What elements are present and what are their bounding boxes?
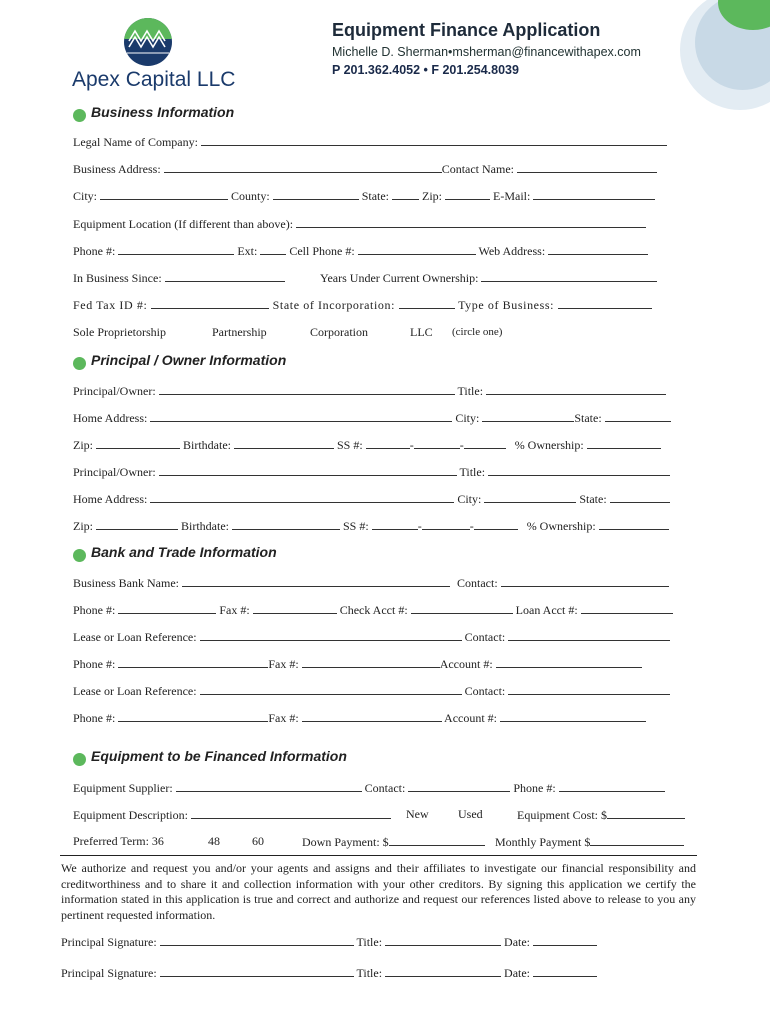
label-cell: Cell Phone #: — [289, 244, 355, 258]
field-label: Title: — [459, 465, 486, 479]
section-equipment-title: Equipment to be Financed Information — [91, 748, 347, 764]
field-label: Account #: — [444, 711, 498, 725]
ref-2-fax-field[interactable] — [302, 710, 442, 722]
form-title: Equipment Finance Application — [332, 20, 601, 40]
type-sole[interactable]: Sole Proprietorship — [73, 325, 166, 339]
type-llc[interactable]: LLC — [410, 325, 433, 339]
since-field[interactable] — [165, 270, 285, 282]
label-address: Business Address: — [73, 162, 161, 176]
row-zip-2 — [73, 518, 669, 534]
signature-2-title-field[interactable] — [385, 965, 501, 977]
field-label: SS #: — [343, 519, 369, 533]
row-bank-phone — [73, 602, 673, 618]
bank-fax-field[interactable] — [253, 602, 337, 614]
state-2-field[interactable] — [610, 491, 670, 503]
signature-2-date-field[interactable] — [533, 965, 597, 977]
field-label: State: — [579, 492, 607, 506]
contact-line — [332, 45, 641, 59]
bank-name-field[interactable] — [182, 575, 450, 587]
state-1-field[interactable] — [605, 410, 671, 422]
years-field[interactable] — [481, 270, 657, 282]
field-label: Lease or Loan Reference: — [73, 630, 197, 644]
field-label: - — [417, 519, 422, 533]
row-home-2 — [73, 491, 670, 507]
section-bullet-icon — [73, 357, 86, 370]
tax-id-field[interactable] — [151, 297, 269, 309]
field-label: Fax #: — [268, 657, 299, 671]
ext-field[interactable] — [260, 243, 286, 255]
field-label: Birthdate: — [181, 519, 229, 533]
ref-2-phone-field[interactable] — [118, 710, 268, 722]
ss-2a-field[interactable] — [372, 518, 418, 530]
signature-1-field[interactable] — [160, 934, 354, 946]
label-since: In Business Since: — [73, 271, 162, 285]
ref-2-field[interactable] — [200, 683, 462, 695]
section-business-title: Business Information — [91, 104, 235, 120]
field-label: Contact: — [464, 684, 506, 698]
zip-1-field[interactable] — [96, 437, 180, 449]
field-label: Loan Acct #: — [515, 603, 578, 617]
email-field[interactable] — [533, 188, 655, 200]
field-label: Home Address: — [73, 411, 148, 425]
contact-name: Michelle D. Sherman — [332, 45, 449, 59]
field-label: Contact: — [457, 576, 498, 590]
field-label: Business Bank Name: — [73, 576, 179, 590]
field-label: Date: — [504, 935, 531, 949]
city-2-field[interactable] — [484, 491, 576, 503]
home-2-field[interactable] — [150, 491, 454, 503]
label-incorp: State of Incorporation: — [272, 298, 396, 312]
option-new[interactable]: New — [406, 807, 429, 821]
supplier-field[interactable] — [176, 780, 362, 792]
phone-field[interactable] — [118, 243, 234, 255]
field-label: Check Acct #: — [339, 603, 408, 617]
section-bullet-icon — [73, 549, 86, 562]
row-city — [73, 188, 655, 204]
authorization-text: We authorize and request you and/or your agents and assigns and their affiliates to investigate our financial responsibility and creditworthiness and to share it and collection information with your other creditors. By signing this application we certify the information stated in this application is true and correct and authorize and request our references listed above to release to you any pertinent requested information. — [61, 861, 696, 922]
row-signature-1 — [61, 934, 597, 950]
ref-1-fax-field[interactable] — [302, 656, 440, 668]
field-label: Equipment Description: — [73, 808, 188, 822]
row-cost — [517, 807, 685, 823]
field-label: - — [459, 438, 464, 452]
ss-2b-field[interactable] — [422, 518, 470, 530]
row-owner-1 — [73, 383, 666, 399]
row-bank-name — [73, 575, 669, 591]
field-label: Home Address: — [73, 492, 148, 506]
field-label: SS #: — [337, 438, 363, 452]
type-field[interactable] — [558, 297, 652, 309]
description-field[interactable] — [191, 807, 391, 819]
field-label: Title: — [356, 935, 383, 949]
field-label: Account #: — [439, 657, 493, 671]
row-owner-2 — [73, 464, 670, 480]
label-state: State: — [361, 189, 390, 203]
row-since — [73, 270, 285, 286]
row-ref-1-phone — [73, 656, 642, 672]
field-label: City: — [455, 411, 480, 425]
row-ref-1 — [73, 629, 670, 645]
field-label: Fax #: — [268, 711, 299, 725]
label-city: City: — [73, 189, 98, 203]
ownership-1-field[interactable] — [587, 437, 661, 449]
incorp-field[interactable] — [399, 297, 455, 309]
field-label: Phone #: — [513, 781, 556, 795]
label-zip: Zip: — [422, 189, 443, 203]
supplier-phone-field[interactable] — [559, 780, 665, 792]
birth-1-field[interactable] — [234, 437, 334, 449]
contact-name-field[interactable] — [517, 161, 657, 173]
monthly-field[interactable] — [590, 834, 684, 846]
city-field[interactable] — [100, 188, 228, 200]
supplier-contact-field[interactable] — [408, 780, 510, 792]
row-monthly — [495, 834, 684, 850]
city-1-field[interactable] — [482, 410, 574, 422]
field-label: Zip: — [73, 519, 93, 533]
bullet: • — [448, 45, 453, 59]
field-label: Principal Signature: — [61, 935, 157, 949]
ref-1-account-field[interactable] — [496, 656, 642, 668]
zip-2-field[interactable] — [96, 518, 178, 530]
field-label: Principal Signature: — [61, 966, 157, 980]
label-contact-name: Contact Name: — [441, 162, 514, 176]
ownership-2-field[interactable] — [599, 518, 669, 530]
field-label: Equipment Supplier: — [73, 781, 173, 795]
row-tax — [73, 297, 652, 313]
section-bank-title: Bank and Trade Information — [91, 544, 277, 560]
signature-1-date-field[interactable] — [533, 934, 597, 946]
row-signature-2 — [61, 965, 597, 981]
company-logo-icon — [123, 17, 173, 67]
ss-1b-field[interactable] — [414, 437, 460, 449]
field-label: % Ownership: — [526, 519, 596, 533]
field-label: Principal/Owner: — [73, 384, 156, 398]
row-legal-name — [73, 134, 667, 150]
ss-2c-field[interactable] — [474, 518, 518, 530]
field-label: State: — [574, 411, 602, 425]
option-term-36[interactable]: Preferred Term: 36 — [73, 834, 164, 848]
cell-field[interactable] — [358, 243, 476, 255]
zip-field[interactable] — [445, 188, 490, 200]
section-bullet-icon — [73, 753, 86, 766]
row-ref-2 — [73, 683, 670, 699]
owner-1-field[interactable] — [159, 383, 455, 395]
field-label: Zip: — [73, 438, 93, 452]
row-description — [73, 807, 391, 823]
row-down — [302, 834, 485, 850]
row-home-1 — [73, 410, 671, 426]
ref-2-account-field[interactable] — [500, 710, 646, 722]
cost-field[interactable] — [607, 807, 685, 819]
home-1-field[interactable] — [150, 410, 452, 422]
ref-1-phone-field[interactable] — [118, 656, 268, 668]
type-corporation[interactable]: Corporation — [310, 325, 368, 339]
contact-email[interactable]: msherman@financewithapex.com — [452, 45, 641, 59]
field-label: Contact: — [464, 630, 506, 644]
label-phone: Phone #: — [73, 244, 116, 258]
ref-2-contact-field[interactable] — [508, 683, 670, 695]
field-label: City: — [457, 492, 482, 506]
option-term-60[interactable]: 60 — [252, 834, 264, 848]
field-label: Title: — [356, 966, 383, 980]
field-label: Principal/Owner: — [73, 465, 156, 479]
field-label: - — [469, 519, 474, 533]
signature-1-title-field[interactable] — [385, 934, 501, 946]
label-county: County: — [231, 189, 270, 203]
row-phone — [73, 243, 648, 259]
section-bullet-icon — [73, 109, 86, 122]
section-principal-title: Principal / Owner Information — [91, 352, 287, 368]
row-years — [320, 270, 657, 286]
label-ext: Ext: — [237, 244, 258, 258]
field-label: Phone #: — [73, 657, 116, 671]
label-years: Years Under Current Ownership: — [320, 271, 479, 285]
row-address — [73, 161, 657, 177]
field-label: - — [409, 438, 414, 452]
ss-1a-field[interactable] — [366, 437, 410, 449]
label-type: Type of Business: — [458, 298, 555, 312]
option-term-48[interactable]: 48 — [208, 834, 220, 848]
field-label: Date: — [504, 966, 531, 980]
birth-2-field[interactable] — [232, 518, 340, 530]
field-label: Phone #: — [73, 603, 116, 617]
row-supplier — [73, 780, 665, 796]
bank-contact-field[interactable] — [501, 575, 669, 587]
signature-2-field[interactable] — [160, 965, 354, 977]
label-email: E-Mail: — [493, 189, 531, 203]
bank-phone-field[interactable] — [118, 602, 216, 614]
row-zip-1 — [73, 437, 661, 453]
field-label: Title: — [457, 384, 484, 398]
company-name: Apex Capital LLC — [72, 68, 236, 91]
field-label: Down Payment: $ — [302, 835, 389, 849]
label-web: Web Address: — [478, 244, 546, 258]
row-equip-location — [73, 216, 646, 232]
field-label: Birthdate: — [183, 438, 231, 452]
owner-2-field[interactable] — [159, 464, 457, 476]
circle-one-note: (circle one) — [452, 326, 503, 338]
county-field[interactable] — [273, 188, 359, 200]
down-field[interactable] — [389, 834, 485, 846]
ref-1-contact-field[interactable] — [508, 629, 670, 641]
address-field[interactable] — [164, 161, 442, 173]
loan-acct-field[interactable] — [581, 602, 673, 614]
option-used[interactable]: Used — [458, 807, 483, 821]
field-label: Lease or Loan Reference: — [73, 684, 197, 698]
ss-1c-field[interactable] — [464, 437, 506, 449]
label-tax-id: Fed Tax ID #: — [73, 298, 148, 312]
owner-2-title-field[interactable] — [488, 464, 670, 476]
field-label: Equipment Cost: $ — [517, 808, 607, 822]
label-equip-location: Equipment Location (If different than above): — [73, 217, 294, 231]
equip-location-field[interactable] — [296, 216, 646, 228]
label-legal-name: Legal Name of Company: — [73, 135, 198, 149]
owner-1-title-field[interactable] — [486, 383, 666, 395]
state-field[interactable] — [392, 188, 419, 200]
web-field[interactable] — [548, 243, 648, 255]
legal-name-field[interactable] — [201, 134, 667, 146]
divider — [60, 855, 697, 856]
field-label: Monthly Payment $ — [495, 835, 591, 849]
row-ref-2-phone — [73, 710, 646, 726]
field-label: % Ownership: — [514, 438, 584, 452]
phone-fax-line: P 201.362.4052 • F 201.254.8039 — [332, 63, 519, 77]
field-label: Fax #: — [219, 603, 250, 617]
field-label: Phone #: — [73, 711, 116, 725]
type-partnership[interactable]: Partnership — [212, 325, 267, 339]
field-label: Contact: — [364, 781, 406, 795]
ref-1-field[interactable] — [200, 629, 462, 641]
check-acct-field[interactable] — [411, 602, 513, 614]
